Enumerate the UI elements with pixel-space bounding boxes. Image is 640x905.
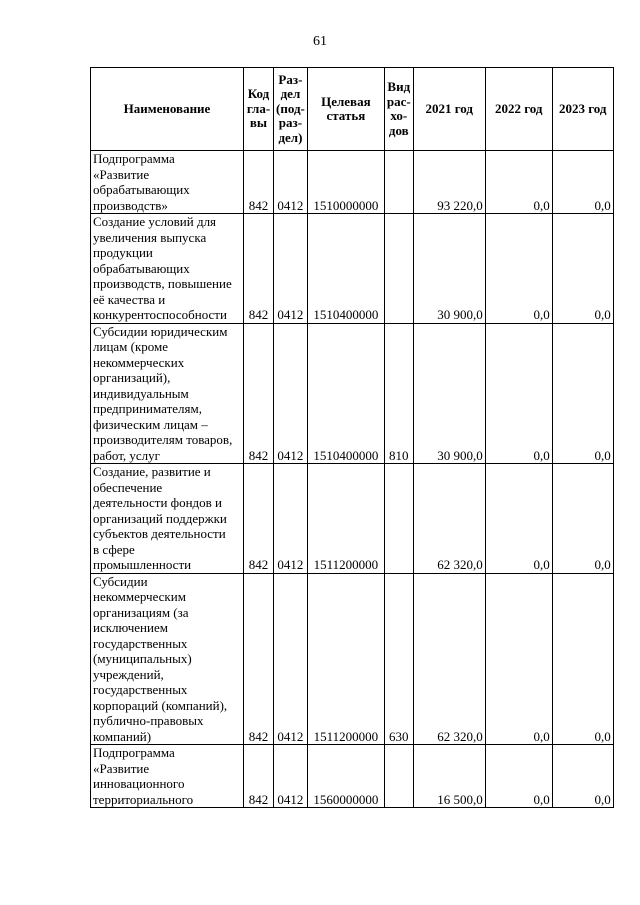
row-razdel: 0412 [274,464,308,574]
row-2022: 0,0 [485,745,552,808]
row-2023: 0,0 [552,214,613,324]
header-expense-type: Вид рас- хо- дов [384,68,413,151]
row-2021: 62 320,0 [413,573,485,745]
row-kod: 842 [244,323,274,464]
row-kod: 842 [244,151,274,214]
row-expense-type: 810 [384,323,413,464]
header-target-article: Целевая статья [307,68,384,151]
row-razdel: 0412 [274,323,308,464]
row-name: Субсидии юридическим лицам (кроме некоммерческих организаций), индивидуальным предпринимателям, физическим лицам – производителям товаров, работ, услуг [91,323,244,464]
row-razdel: 0412 [274,745,308,808]
row-target-article: 1511200000 [307,573,384,745]
page-number: 61 [313,34,327,49]
row-2022: 0,0 [485,214,552,324]
row-target-article: 1510400000 [307,214,384,324]
row-2023: 0,0 [552,573,613,745]
row-2021: 30 900,0 [413,214,485,324]
row-2022: 0,0 [485,151,552,214]
row-razdel: 0412 [274,151,308,214]
row-2021: 30 900,0 [413,323,485,464]
row-name: Субсидии некоммерческим организациям (за исключением государственных (муниципальных) учреждений, государственных корпораций (компаний), публично-правовых компаний) [91,573,244,745]
table-row [91,323,614,464]
header-2023: 2023 год [552,68,613,151]
row-2021: 93 220,0 [413,151,485,214]
row-razdel: 0412 [274,573,308,745]
header-razdel: Раз- дел (под- раз- дел) [274,68,308,151]
row-name: Подпрограмма «Развитие обрабатывающих производств» [91,151,244,214]
row-expense-type: 630 [384,573,413,745]
row-target-article: 1560000000 [307,745,384,808]
header-2022: 2022 год [485,68,552,151]
row-expense-type [384,151,413,214]
budget-table [90,67,614,808]
row-2023: 0,0 [552,151,613,214]
row-name: Создание, развитие и обеспечение деятельности фондов и организаций поддержки субъектов деятельности в сфере промышленности [91,464,244,574]
header-2021: 2021 год [413,68,485,151]
table-body [91,151,614,808]
row-2022: 0,0 [485,573,552,745]
row-2021: 62 320,0 [413,464,485,574]
table-row [91,464,614,574]
row-2023: 0,0 [552,745,613,808]
row-expense-type [384,464,413,574]
header-kod: Код гла- вы [244,68,274,151]
row-target-article: 1510400000 [307,323,384,464]
row-2022: 0,0 [485,323,552,464]
row-expense-type [384,745,413,808]
row-kod: 842 [244,214,274,324]
row-2021: 16 500,0 [413,745,485,808]
row-expense-type [384,214,413,324]
row-2023: 0,0 [552,464,613,574]
table-row [91,573,614,745]
row-2022: 0,0 [485,464,552,574]
row-kod: 842 [244,573,274,745]
row-2023: 0,0 [552,323,613,464]
row-razdel: 0412 [274,214,308,324]
row-kod: 842 [244,745,274,808]
row-target-article: 1510000000 [307,151,384,214]
row-kod: 842 [244,464,274,574]
table-row [91,151,614,214]
row-target-article: 1511200000 [307,464,384,574]
table-row [91,745,614,808]
row-name: Создание условий для увеличения выпуска продукции обрабатывающих производств, повышение её качества и конкурентоспособности [91,214,244,324]
table-row [91,214,614,324]
row-name: Подпрограмма «Развитие инновационного территориального [91,745,244,808]
header-row [91,68,614,151]
header-name: Наименование [91,68,244,151]
